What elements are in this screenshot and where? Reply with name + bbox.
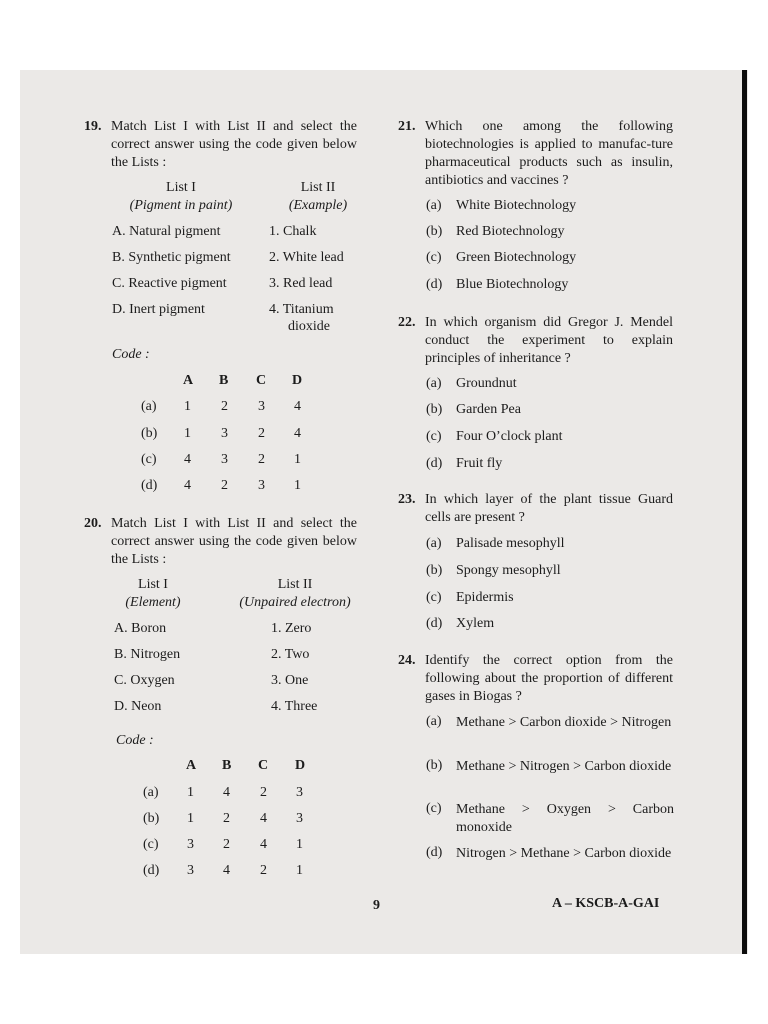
list2-subheading: (Example): [288, 198, 348, 213]
option-label: (c): [426, 429, 442, 444]
option-text: White Biotechnology: [456, 198, 577, 213]
option-text: Four O’clock plant: [456, 429, 563, 444]
question-text: Which one among the following biotechnologies is applied to manufac-ture pharmaceutical products such as insulin, antibiotics and vaccines ?: [425, 119, 673, 188]
option-text: Methane > Nitrogen > Carbon dioxide: [456, 759, 672, 774]
code-label: Code :: [116, 733, 154, 748]
list1-item: B. Nitrogen: [114, 647, 181, 662]
code-cell: 1: [187, 785, 194, 800]
code-header: C: [256, 373, 267, 388]
question-number: 23.: [398, 492, 416, 507]
code-cell: 2: [221, 399, 228, 414]
code-cell: 2: [223, 837, 230, 852]
code-header: B: [219, 373, 229, 388]
code-row-label: (c): [143, 837, 159, 852]
option-label: (c): [426, 590, 442, 605]
option-text: Palisade mesophyll: [456, 536, 565, 551]
option-text: Garden Pea: [456, 402, 521, 417]
question-text: Match List I with List II and select the correct answer using the code given below the Lists :: [111, 516, 357, 567]
option-label: (a): [426, 376, 442, 391]
list1-item: B. Synthetic pigment: [112, 250, 231, 265]
option-text: Spongy mesophyll: [456, 563, 561, 578]
question-number: 24.: [398, 653, 416, 668]
list1-item: D. Neon: [114, 699, 162, 714]
list1-heading: List I: [166, 180, 196, 195]
option-label: (d): [426, 277, 443, 292]
booklet-code: A – KSCB-A-GAI: [552, 896, 660, 911]
code-header: B: [222, 758, 232, 773]
option-label: (c): [426, 801, 442, 816]
code-cell: 1: [184, 426, 191, 441]
code-row-label: (b): [141, 426, 158, 441]
code-cell: 1: [296, 837, 303, 852]
option-text: Groundnut: [456, 376, 517, 391]
question-number: 21.: [398, 119, 416, 134]
code-row-label: (a): [141, 399, 157, 414]
code-cell: 3: [258, 478, 265, 493]
option-label: (d): [426, 845, 443, 860]
option-text: Red Biotechnology: [456, 224, 565, 239]
question-23: [398, 491, 674, 531]
code-row-label: (b): [143, 811, 160, 826]
code-cell: 4: [223, 785, 230, 800]
code-cell: 1: [187, 811, 194, 826]
code-row-label: (c): [141, 452, 157, 467]
code-cell: 4: [223, 863, 230, 878]
code-cell: 2: [260, 863, 267, 878]
option-text: Nitrogen > Methane > Carbon dioxide: [456, 846, 672, 861]
list1-subheading: (Element): [125, 595, 181, 610]
list1-item: A. Boron: [114, 621, 167, 636]
code-cell: 3: [187, 837, 194, 852]
code-cell: 2: [258, 426, 265, 441]
code-cell: 3: [221, 426, 228, 441]
code-cell: 1: [294, 452, 301, 467]
option-label: (a): [426, 714, 442, 729]
code-header: D: [292, 373, 303, 388]
code-cell: 3: [221, 452, 228, 467]
question-24: [398, 652, 674, 708]
list2-subheading: (Unpaired electron): [239, 595, 351, 610]
option-label: (b): [426, 758, 443, 773]
question-20: [84, 515, 360, 575]
list2-item: 3. One: [271, 673, 309, 688]
code-row-label: (d): [143, 863, 160, 878]
code-cell: 2: [221, 478, 228, 493]
question-number: 20.: [84, 516, 102, 531]
option-text: Green Biotechnology: [456, 250, 577, 265]
code-cell: 1: [184, 399, 191, 414]
option-label: (c): [426, 250, 442, 265]
code-header: C: [258, 758, 269, 773]
option-text: Xylem: [456, 616, 495, 631]
code-cell: 1: [296, 863, 303, 878]
option-text: Methane > Carbon dioxide > Nitrogen: [456, 715, 672, 730]
list1-heading: List I: [138, 577, 168, 592]
option-label: (a): [426, 198, 442, 213]
code-header: A: [183, 373, 194, 388]
question-text: In which layer of the plant tissue Guard cells are present ?: [425, 492, 673, 525]
list2-item: 4. Three: [271, 699, 318, 714]
code-cell: 3: [258, 399, 265, 414]
list1-subheading: (Pigment in paint): [129, 198, 233, 213]
code-cell: 1: [294, 478, 301, 493]
option-text: Blue Biotechnology: [456, 277, 569, 292]
list1-item: C. Oxygen: [114, 673, 175, 688]
list2-item: 4. Titanium: [269, 302, 334, 317]
page-edge-line: [742, 70, 747, 954]
question-21: [398, 118, 674, 194]
code-cell: 4: [260, 811, 267, 826]
question-text: Identify the correct option from the following about the proportion of different gases in Biogas ?: [425, 653, 673, 704]
code-cell: 4: [260, 837, 267, 852]
list2-item-continued: dioxide: [288, 319, 330, 334]
list1-item: C. Reactive pigment: [112, 276, 227, 291]
code-cell: 4: [294, 426, 301, 441]
code-cell: 3: [296, 785, 303, 800]
question-22: [398, 314, 674, 370]
code-row-label: (a): [143, 785, 159, 800]
code-cell: 3: [187, 863, 194, 878]
list2-item: 1. Zero: [271, 621, 312, 636]
option-label: (d): [426, 616, 443, 631]
code-header: A: [186, 758, 197, 773]
code-cell: 2: [260, 785, 267, 800]
list2-heading: List II: [300, 180, 336, 195]
list1-item: D. Inert pigment: [112, 302, 205, 317]
list2-item: 3. Red lead: [269, 276, 333, 291]
option-label: (a): [426, 536, 442, 551]
code-cell: 3: [296, 811, 303, 826]
code-cell: 4: [294, 399, 301, 414]
option-text: Fruit fly: [456, 456, 503, 471]
code-row-label: (d): [141, 478, 158, 493]
page-number: 9: [373, 898, 380, 913]
option-text: Epidermis: [456, 590, 514, 605]
code-cell: 2: [258, 452, 265, 467]
list2-item: 1. Chalk: [269, 224, 317, 239]
question-number: 19.: [84, 119, 102, 134]
question-number: 22.: [398, 315, 416, 330]
question-text: Match List I with List II and select the correct answer using the code given below the Lists :: [111, 119, 357, 170]
option-label: (d): [426, 456, 443, 471]
code-label: Code :: [112, 347, 150, 362]
question-19: [84, 118, 360, 178]
list2-heading: List II: [277, 577, 313, 592]
option-text: Methane > Oxygen > Carbon monoxide: [456, 802, 674, 835]
option-label: (b): [426, 224, 443, 239]
code-cell: 4: [184, 452, 191, 467]
list2-item: 2. White lead: [269, 250, 344, 265]
code-cell: 4: [184, 478, 191, 493]
option-label: (b): [426, 402, 443, 417]
list2-item: 2. Two: [271, 647, 310, 662]
code-header: D: [295, 758, 306, 773]
question-text: In which organism did Gregor J. Mendel conduct the experiment to explain principles of inheritance ?: [425, 315, 673, 366]
option-label: (b): [426, 563, 443, 578]
list1-item: A. Natural pigment: [112, 224, 221, 239]
code-cell: 2: [223, 811, 230, 826]
